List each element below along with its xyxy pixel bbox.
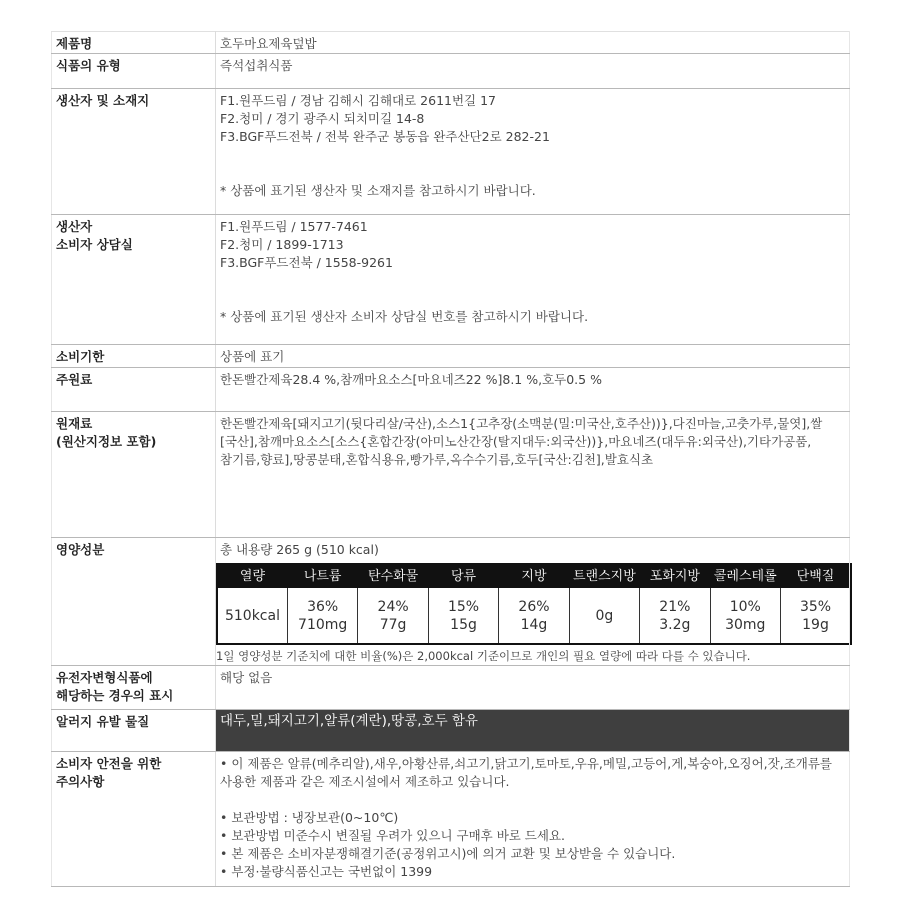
- nutri-value-sat-fat: [640, 588, 710, 644]
- nutri-protein-pct: 35%: [799, 598, 832, 615]
- value-expiry: 상품에 표기: [216, 345, 850, 368]
- nutri-value-carbs: [358, 588, 428, 644]
- nutri-value-fat: [499, 588, 569, 644]
- producer-line-2: F2.청미 / 경기 광주시 되치미길 14-8: [220, 111, 425, 126]
- label-allergen: 알러지 유발 물질: [52, 710, 216, 752]
- value-food-type: 즉석섭취식품: [216, 54, 850, 89]
- value-producer: [216, 89, 850, 215]
- nutri-value-sugars: [428, 588, 498, 644]
- label-main-ingredients: 주원료: [52, 368, 216, 412]
- label-producer: 생산자 및 소재지: [52, 89, 216, 215]
- label-ingredients: [52, 412, 216, 538]
- nutri-calories-amount: 510kcal: [224, 607, 280, 624]
- label-nutrition: 영양성분: [52, 538, 216, 666]
- value-safety: [216, 752, 850, 887]
- row-gmo: [52, 666, 850, 710]
- nutri-protein-amt: 19g: [802, 616, 829, 633]
- value-allergen: [216, 710, 850, 752]
- label-ingredients-line1: 원재료: [56, 416, 93, 431]
- nutri-sodium-amt: 710mg: [298, 616, 348, 633]
- safety-paragraph: • 이 제품은 알류(메추리알),새우,아황산류,쇠고기,닭고기,토마토,우유,메밀,고등어,게,복숭아,오징어,잣,조개류를 사용한 제품과 같은 제조시설에서 제조하고 있습니다.: [220, 756, 833, 789]
- value-gmo: 해당 없음: [216, 666, 850, 710]
- nutri-value-trans-fat: [569, 588, 639, 644]
- label-safety-line2: 주의사항: [56, 774, 105, 789]
- center-note: * 상품에 표기된 생산자 소비자 상담실 번호를 참고하시기 바랍니다.: [220, 309, 589, 324]
- nutri-fat-pct: 26%: [518, 598, 550, 615]
- nutri-sodium-pct: 36%: [307, 598, 339, 615]
- label-ingredients-line2: (원산지정보 포함): [56, 434, 157, 449]
- nutrition-header-row: [217, 564, 851, 588]
- nutrition-total: 총 내용량 265 g (510 kcal): [220, 542, 379, 557]
- safety-bullet-1: • 보관방법 : 냉장보관(0~10℃): [220, 810, 399, 825]
- row-consumer-center: [52, 215, 850, 345]
- nutri-value-sodium: [287, 588, 357, 644]
- nutri-cholesterol-amt: 30mg: [725, 616, 766, 633]
- row-allergen: [52, 710, 850, 752]
- row-main-ingredients: [52, 368, 850, 412]
- row-nutrition: [52, 538, 850, 666]
- row-food-type: [52, 54, 850, 89]
- nutrition-table: [216, 563, 852, 645]
- product-info-table: [51, 31, 850, 887]
- nutri-header-sat-fat: 포화지방: [640, 564, 710, 588]
- label-safety-line1: 소비자 안전을 위한: [56, 756, 162, 771]
- nutri-header-carbs: 탄수화물: [358, 564, 428, 588]
- value-main-ingredients: 한돈빨간제육28.4 %,참깨마요소스[마요네즈22 %]8.1 %,호두0.5 %: [216, 368, 850, 412]
- nutri-cholesterol-pct: 10%: [729, 598, 761, 615]
- producer-line-3: F3.BGF푸드전북 / 전북 완주군 봉동읍 완주산단2로 282-21: [220, 129, 550, 144]
- label-gmo-line2: 해당하는 경우의 표시: [56, 688, 174, 703]
- value-consumer-center: [216, 215, 850, 345]
- nutri-header-protein: 단백질: [781, 564, 852, 588]
- label-food-type: 식품의 유형: [52, 54, 216, 89]
- nutri-header-trans-fat: 트랜스지방: [569, 564, 639, 588]
- value-product-name: 호두마요제육덮밥: [216, 32, 850, 54]
- row-expiry: [52, 345, 850, 368]
- safety-bullet-2: • 보관방법 미준수시 변질될 우려가 있으니 구매후 바로 드세요.: [220, 828, 566, 843]
- label-consumer-center-line1: 생산자: [56, 219, 93, 234]
- nutri-header-cholesterol: 콜레스테롤: [710, 564, 780, 588]
- nutrition-table-wrap: [216, 563, 849, 665]
- nutrition-footnote: 1일 영양성분 기준치에 대한 비율(%)은 2,000kcal 기준이므로 개인의 필요 열량에 따라 다를 수 있습니다.: [216, 649, 751, 663]
- nutri-header-fat: 지방: [499, 564, 569, 588]
- center-line-2: F2.청미 / 1899-1713: [220, 237, 344, 252]
- label-consumer-center: [52, 215, 216, 345]
- nutri-header-sugars: 당류: [428, 564, 498, 588]
- label-consumer-center-line2: 소비자 상담실: [56, 237, 133, 252]
- label-product-name: 제품명: [52, 32, 216, 54]
- label-gmo: [52, 666, 216, 710]
- label-safety: [52, 752, 216, 887]
- safety-bullet-3: • 본 제품은 소비자분쟁해결기준(공정위고시)에 의거 교환 및 보상받을 수 있습니다.: [220, 846, 676, 861]
- nutrition-value-row: [217, 588, 851, 644]
- producer-line-1: F1.원푸드림 / 경남 김해시 김해대로 2611번길 17: [220, 93, 497, 108]
- label-expiry: 소비기한: [52, 345, 216, 368]
- center-line-1: F1.원푸드림 / 1577-7461: [220, 219, 368, 234]
- nutri-value-cholesterol: [710, 588, 780, 644]
- nutri-header-calories: 열량: [217, 564, 287, 588]
- safety-bullet-4: • 부정·불량식품신고는 국번없이 1399: [220, 864, 433, 879]
- center-line-3: F3.BGF푸드전북 / 1558-9261: [220, 255, 393, 270]
- nutri-carbs-pct: 24%: [377, 598, 409, 615]
- row-producer: [52, 89, 850, 215]
- label-gmo-line1: 유전자변형식품에: [56, 670, 153, 685]
- nutri-sat-fat-amt: 3.2g: [659, 616, 691, 633]
- nutri-sat-fat-pct: 21%: [659, 598, 691, 615]
- nutri-sugars-pct: 15%: [447, 598, 480, 615]
- allergen-highlight-box: 대두,밀,돼지고기,알류(계란),땅콩,호두 함유: [216, 710, 849, 751]
- nutri-trans-fat-amount: 0g: [595, 607, 614, 624]
- nutri-value-calories: [217, 588, 287, 644]
- nutri-carbs-amt: 77g: [379, 616, 407, 633]
- nutri-value-protein: [781, 588, 852, 644]
- nutri-fat-amt: 14g: [520, 616, 548, 633]
- row-safety: [52, 752, 850, 887]
- row-ingredients: [52, 412, 850, 538]
- value-nutrition: [216, 538, 850, 666]
- spacer: [220, 791, 845, 809]
- nutri-header-sodium: 나트륨: [287, 564, 357, 588]
- value-ingredients: 한돈빨간제육[돼지고기(뒷다리살/국산),소스1{고추장(소맥분(밀:미국산,호주산))},다진마늘,고춧가루,물엿],쌀[국산],참깨마요소스[소스{혼합간장(아미노산간장(탈지대두:외국산))},마요네즈(대두유:외국산),기타가공품,참기름,향료],땅콩분태,혼합식용유,빵가루,옥수수기름,호두[국산:김천],발효식초: [216, 412, 850, 538]
- nutri-sugars-amt: 15g: [450, 616, 477, 633]
- row-product-name: [52, 32, 850, 54]
- producer-note: * 상품에 표기된 생산자 및 소재지를 참고하시기 바랍니다.: [220, 183, 536, 198]
